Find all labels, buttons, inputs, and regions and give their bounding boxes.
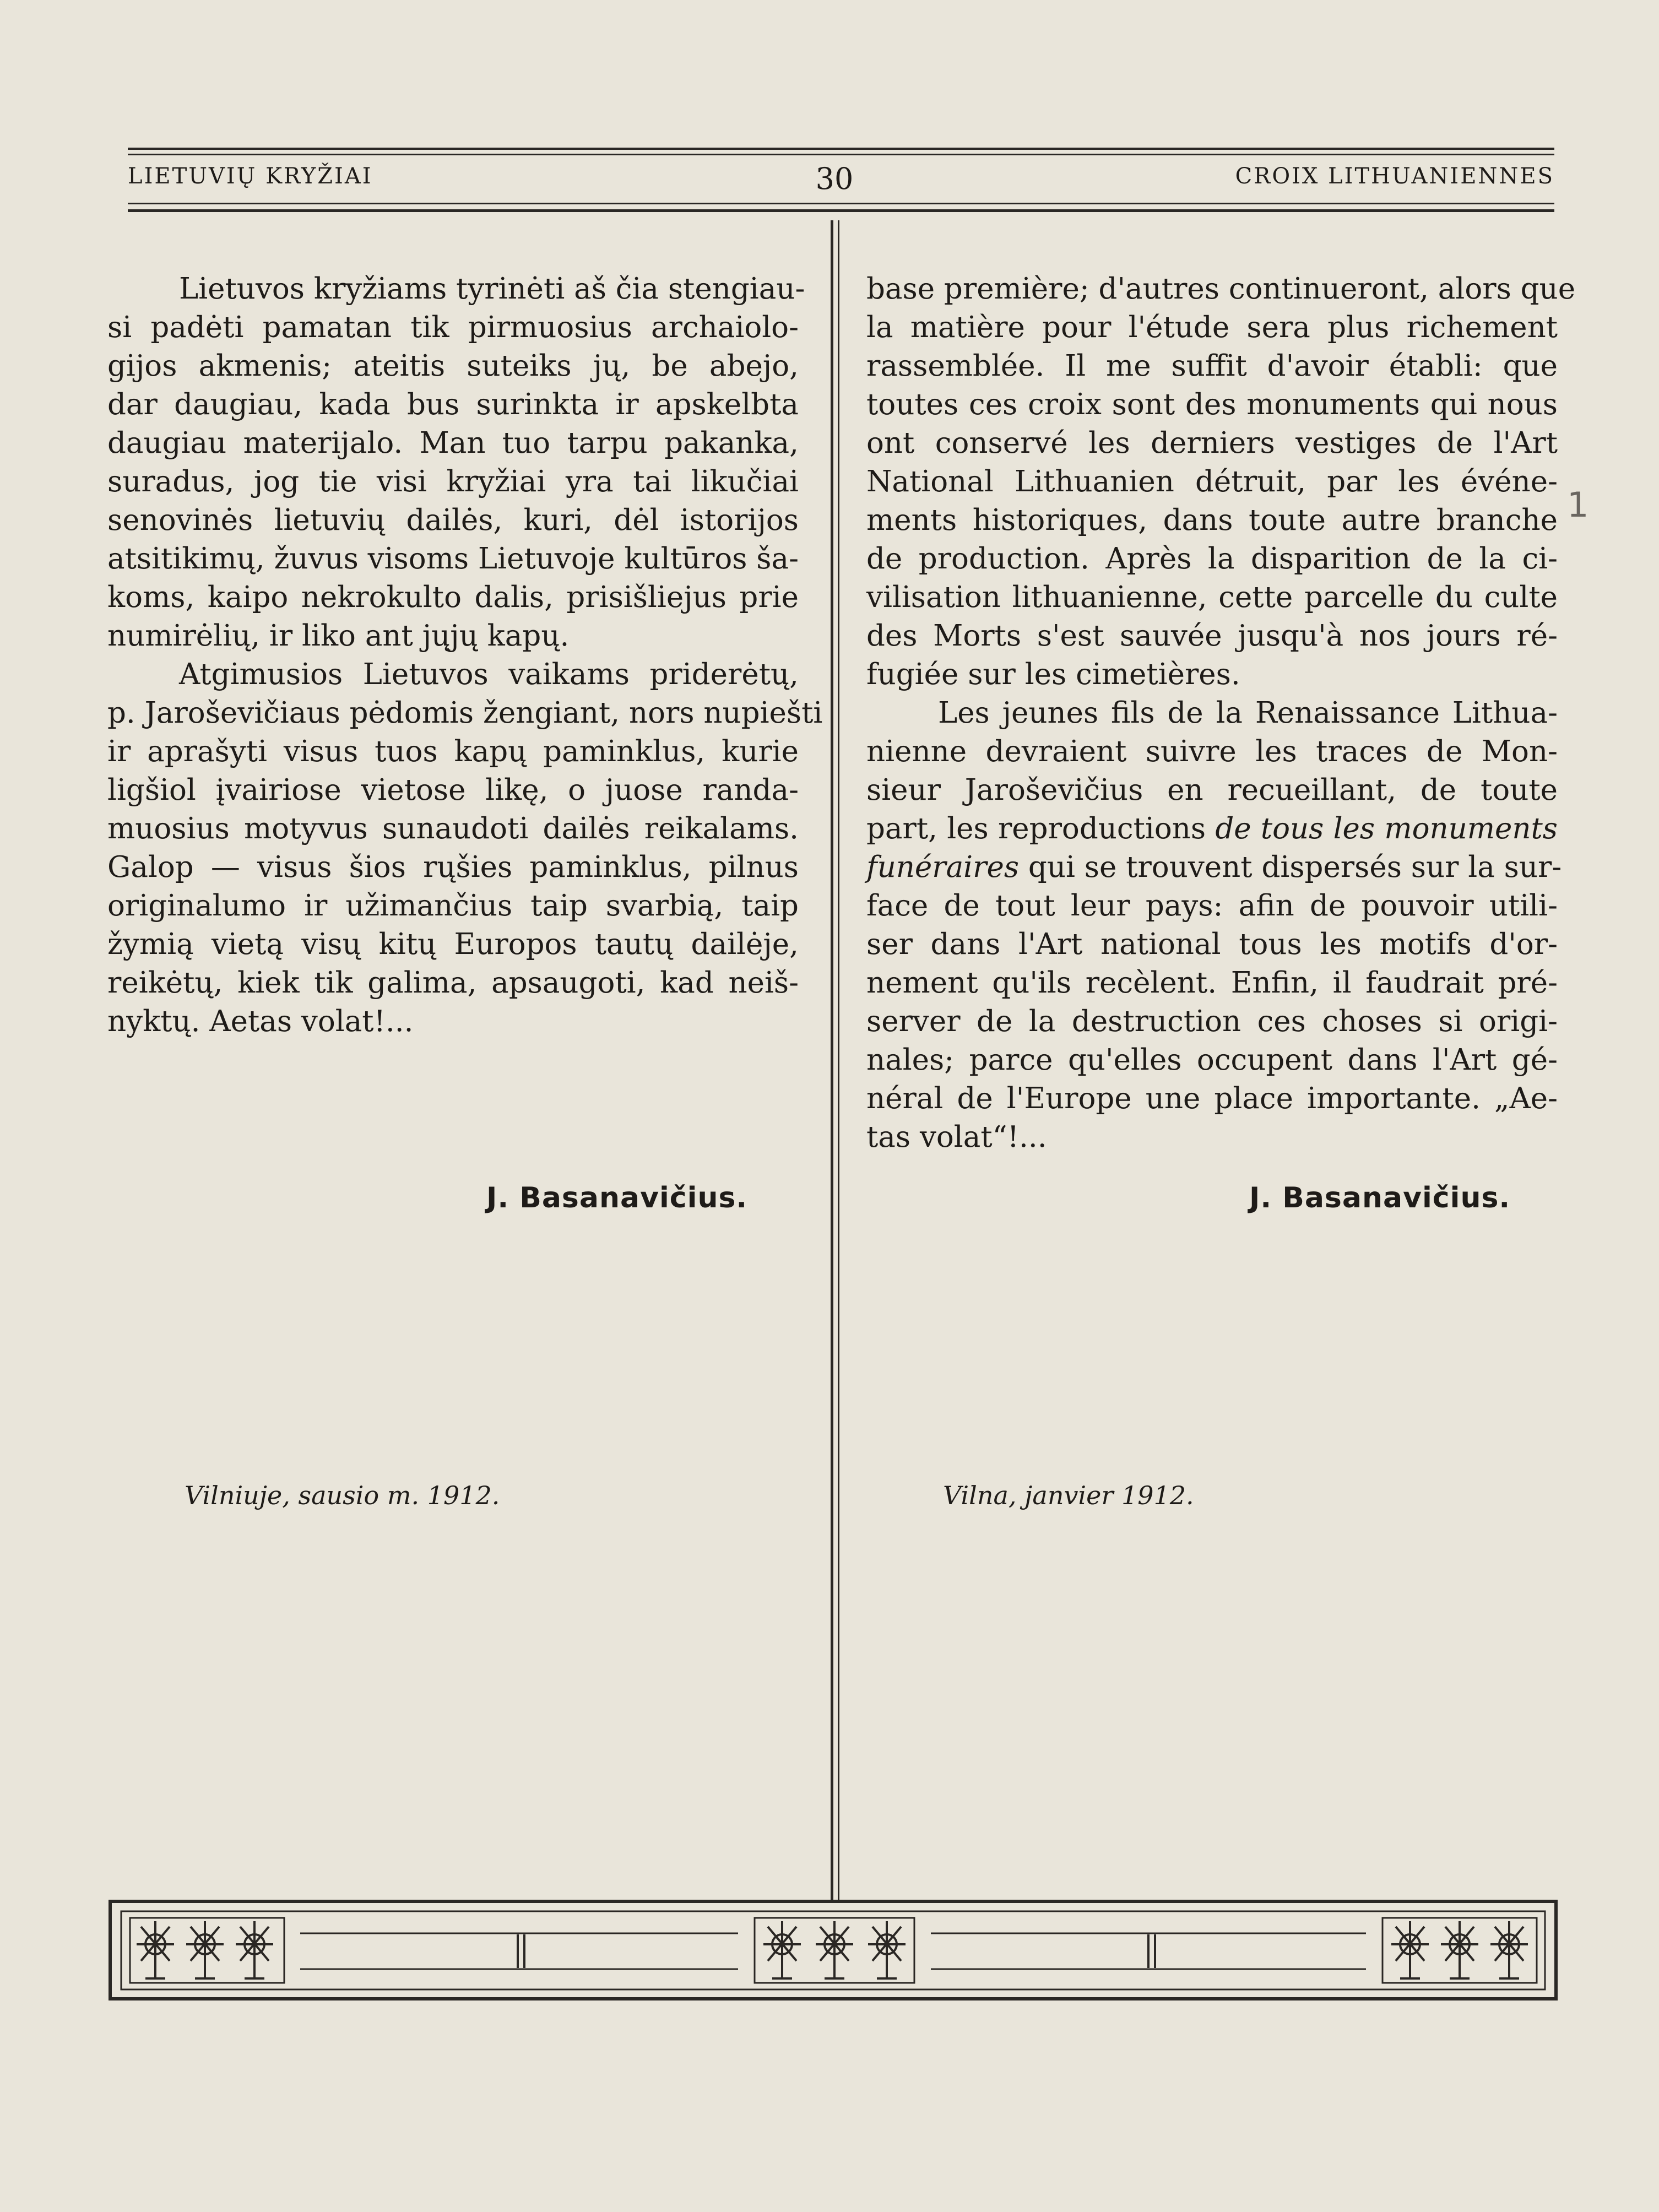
text-line: suradus, jog tie visi kryžiai yra tai likučiai <box>107 465 799 498</box>
cross-icon <box>186 1921 224 1978</box>
cross-icon <box>868 1921 906 1978</box>
signature-right: J. Basanavičius. <box>1249 1181 1511 1215</box>
text-line: ont conservé les derniers vestiges de l'Art <box>866 426 1558 460</box>
text-line: ser dans l'Art national tous les motifs d'or- <box>866 928 1558 961</box>
running-head-left: LIETUVIŲ KRYŽIAI <box>128 164 373 189</box>
text-line: daugiau materijalo. Man tuo tarpu pakanka, <box>107 426 799 460</box>
text-line: face de tout leur pays: afin de pouvoir utili- <box>866 889 1558 923</box>
text-line: néral de l'Europe une place importante. „Ae- <box>866 1082 1558 1115</box>
text-line: reikėtų, kiek tik galima, apsaugoti, kad neiš- <box>107 966 799 1000</box>
text-line: Galop — visus šios rųšies paminklus, pilnus <box>107 850 799 884</box>
text-line: Les jeunes fils de la Renaissance Lithua- <box>938 696 1558 730</box>
text-line: rassemblée. Il me suffit d'avoir établi: que <box>866 349 1558 383</box>
text-line: nienne devraient suivre les traces de Mon- <box>866 735 1558 768</box>
text-line: senovinės lietuvių dailės, kuri, dėl istorijos <box>107 503 799 537</box>
text-span: part, les reproductions <box>866 812 1206 845</box>
text-line: la matière pour l'étude sera plus richement <box>866 311 1558 344</box>
text-line: numirėlių, ir liko ant jųjų kapų. <box>107 619 570 653</box>
cross-icon <box>1441 1921 1478 1978</box>
pencil-margin-mark: 1 <box>1567 485 1589 525</box>
text-line: tas volat“!... <box>866 1120 1047 1154</box>
text-line: nyktų. Aetas volat!... <box>107 1005 414 1038</box>
text-line: atsitikimų, žuvus visoms Lietuvoje kultūros ša- <box>107 542 799 576</box>
text-line: žymią vietą visų kitų Europos tautų dailėje, <box>107 928 799 961</box>
text-line: ligšiol įvairiose vietose likę, o juose randa- <box>107 773 799 807</box>
dateline-right: Vilna, janvier 1912. <box>943 1481 1194 1510</box>
text-line: fugiée sur les cimetières. <box>866 658 1240 691</box>
text-line: ments historiques, dans toute autre branche <box>866 503 1558 537</box>
text-line: server de la destruction ces choses si origi- <box>866 1005 1558 1038</box>
text-line: originalumo ir užimančius taip svarbią, taip <box>107 889 799 923</box>
text-line: sieur Jaroševičius en recueillant, de toute <box>866 773 1558 807</box>
text-line: nement qu'ils recèlent. Enfin, il faudrait pré- <box>866 966 1558 1000</box>
text-line: koms, kaipo nekrokulto dalis, prisišliejus prie <box>107 581 799 614</box>
text-line: dar daugiau, kada bus surinkta ir apskelbta <box>107 388 799 421</box>
text-line: Atgimusios Lietuvos vaikams priderėtų, <box>179 658 799 691</box>
text-line: gijos akmenis; ateitis suteiks jų, be abejo, <box>107 349 799 383</box>
text-line: p. Jaroševičiaus pėdomis žengiant, nors nupiešti <box>107 696 823 730</box>
italic-span: funéraires <box>866 850 1020 884</box>
text-line: de production. Après la disparition de la ci- <box>866 542 1558 576</box>
text-line: base première; d'autres continueront, alors que <box>866 272 1576 306</box>
page-number: 30 <box>815 161 854 196</box>
running-head-right: CROIX LITHUANIENNES <box>1235 164 1554 189</box>
text-line: vilisation lithuanienne, cette parcelle du culte <box>866 581 1558 614</box>
cross-icon <box>763 1921 801 1978</box>
text-line: Lietuvos kryžiams tyrinėti aš čia stengiau- <box>179 272 805 306</box>
text-line: muosius motyvus sunaudoti dailės reikalams. <box>107 812 799 845</box>
dateline-left: Vilniuje, sausio m. 1912. <box>185 1481 500 1510</box>
italic-span: de tous les monuments <box>1215 812 1558 845</box>
cross-icon <box>137 1921 174 1978</box>
cross-icon <box>1391 1921 1429 1978</box>
text-line: ir aprašyti visus tuos kapų paminklus, kurie <box>107 735 799 768</box>
text-line: des Morts s'est sauvée jusqu'à nos jours ré- <box>866 619 1558 653</box>
text-line: toutes ces croix sont des monuments qui nous <box>866 388 1558 421</box>
text-span: qui se trouvent dispersés sur la sur- <box>1028 850 1562 884</box>
signature-left: J. Basanavičius. <box>486 1181 748 1215</box>
text-line: si padėti pamatan tik pirmuosius archaiolo- <box>107 311 799 344</box>
text-line: nales; parce qu'elles occupent dans l'Art gé- <box>866 1043 1558 1077</box>
cross-icon <box>236 1921 273 1978</box>
text-line: National Lithuanien détruit, par les événe- <box>866 465 1558 498</box>
cross-icon <box>1490 1921 1528 1978</box>
cross-icon <box>816 1921 853 1978</box>
